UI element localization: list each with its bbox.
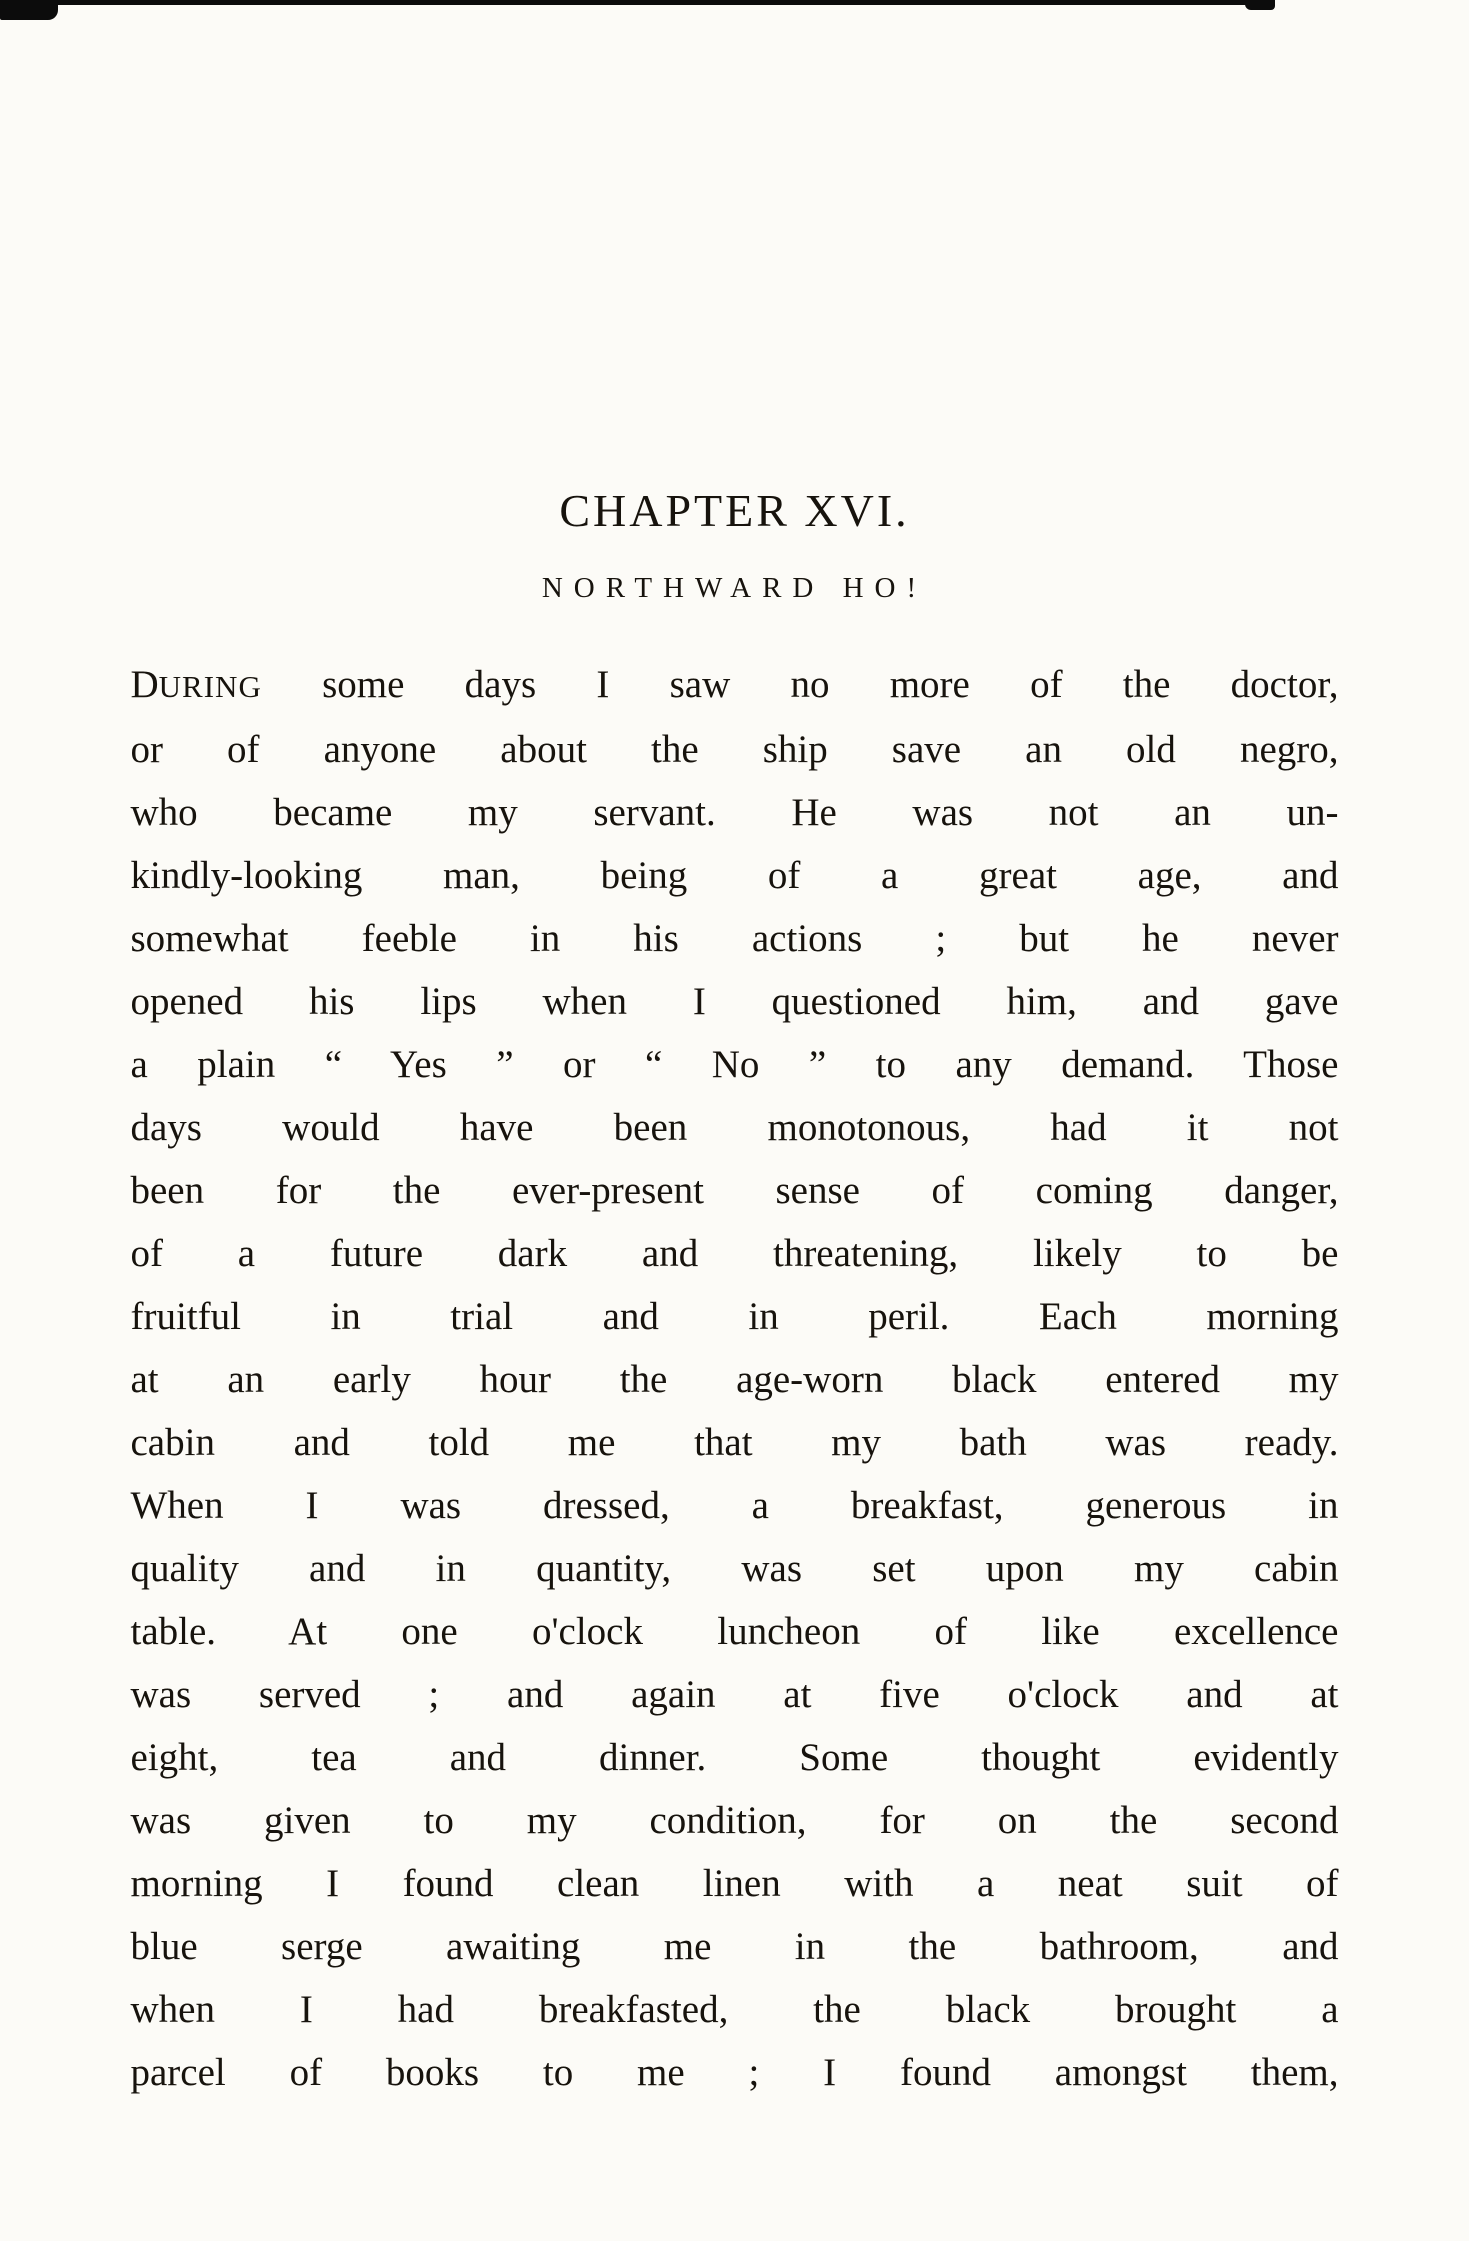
body-line: morning I found clean linen with a neat suit of [130,1862,1339,1905]
body-line: was given to my condition, for on the second [130,1799,1339,1842]
body-line: quality and in quantity, was set upon my cabin [130,1547,1339,1590]
body-line: days would have been monotonous, had it not [130,1106,1339,1149]
body-line: eight, tea and dinner. Some thought evidently [130,1736,1339,1779]
body-line: was served ; and again at five o'clock and at [130,1673,1339,1716]
body-line: parcel of books to me ; I found amongst them, [130,2051,1339,2094]
line-text: some days I saw no more of the doctor, [261,663,1339,706]
body-line: When I was dressed, a breakfast, generous in [130,1484,1339,1527]
body-line: at an early hour the age-worn black entered my [130,1358,1339,1401]
body-line: blue serge awaiting me in the bathroom, and [130,1925,1339,1968]
scan-artifact-right [1245,0,1275,10]
body-line: cabin and told me that my bath was ready. [130,1421,1339,1464]
body-line [131,653,1339,718]
body-line: somewhat feeble in his actions ; but he never [130,917,1339,960]
body-line: fruitful in trial and in peril. Each morning [130,1295,1339,1338]
scan-artifact-corner [0,0,58,20]
smallcaps-rest: URING [158,669,262,704]
body-line: been for the ever-present sense of coming danger, [130,1169,1339,1212]
body-line: who became my servant. He was not an un- [130,791,1339,834]
chapter-title: CHAPTER XVI. [559,485,910,536]
paragraph [131,653,1339,2104]
body-line: of a future dark and threatening, likely to be [130,1232,1339,1275]
body-line: opened his lips when I questioned him, and gave [130,980,1339,1023]
body-line: a plain “ Yes ” or “ No ” to any demand. Those [130,1043,1339,1086]
scan-artifact-top-line [58,0,1268,5]
body-line: or of anyone about the ship save an old negro, [130,728,1339,771]
smallcaps-initial: D [130,663,159,706]
body-line: table. At one o'clock luncheon of like excellence [130,1610,1339,1653]
section-subtitle: NORTHWARD HO! [541,572,928,604]
body-line: kindly-looking man, being of a great age, and [130,854,1339,897]
body-line: when I had breakfasted, the black brought a [130,1988,1339,2031]
